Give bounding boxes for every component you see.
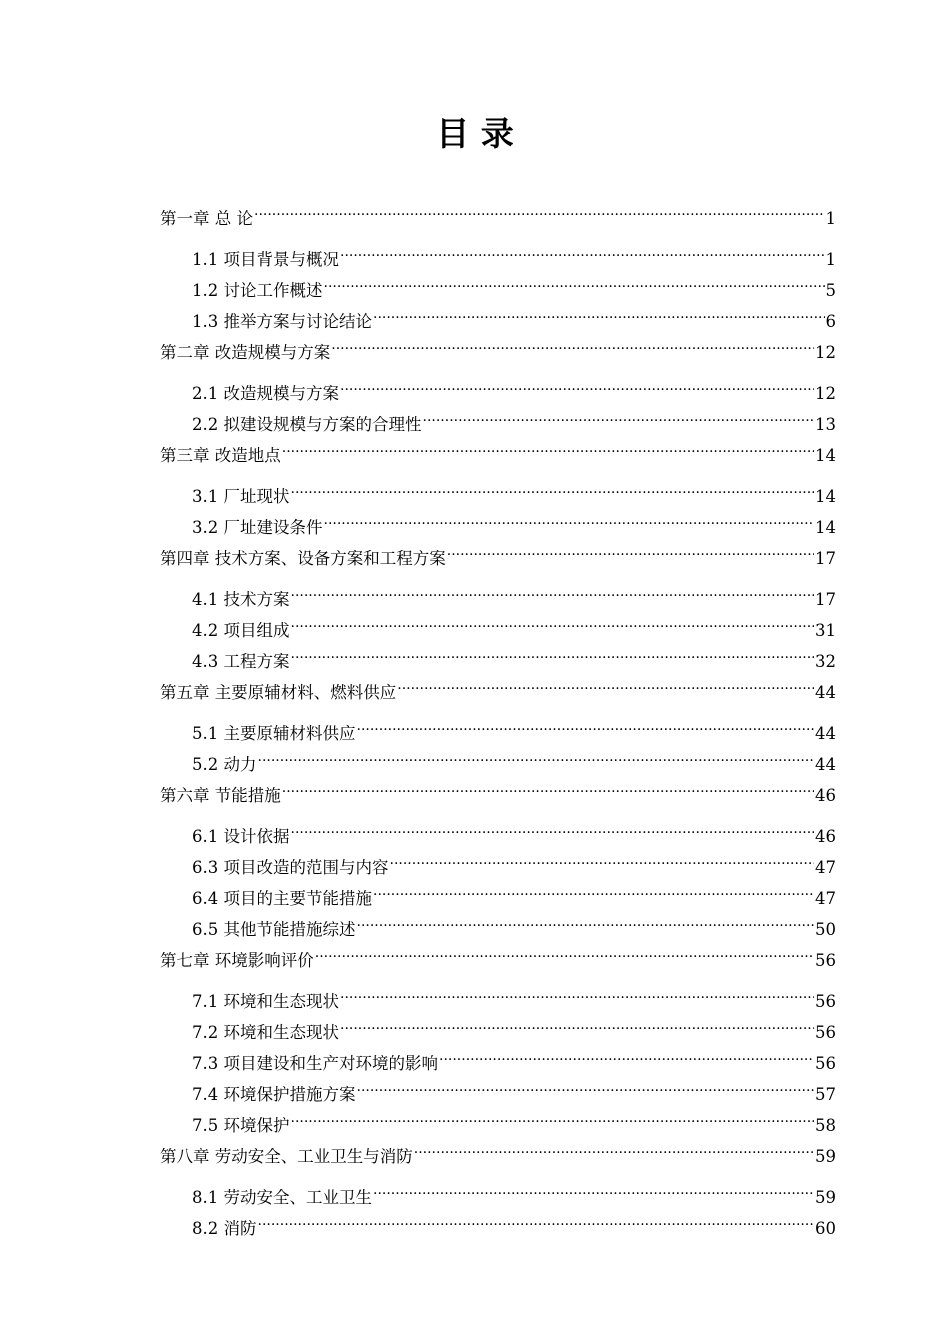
toc-dot-leader bbox=[254, 198, 825, 224]
toc-dot-leader bbox=[282, 435, 814, 461]
toc-dot-leader bbox=[373, 1177, 814, 1203]
toc-page-number: 46 bbox=[815, 786, 836, 805]
toc-section-entry[interactable] bbox=[160, 1012, 836, 1042]
toc-page-number: 50 bbox=[815, 920, 836, 939]
toc-dot-leader bbox=[397, 672, 814, 698]
toc-section-entry[interactable] bbox=[160, 816, 836, 846]
toc-chapter-entry[interactable] bbox=[160, 435, 836, 465]
toc-dot-leader bbox=[340, 373, 814, 399]
toc-page-number: 47 bbox=[815, 858, 836, 877]
toc-entry-label: 第五章 主要原辅材料、燃料供应 bbox=[160, 683, 397, 702]
toc-entry-label: 第六章 节能措施 bbox=[160, 786, 281, 805]
toc-dot-leader bbox=[324, 270, 825, 296]
toc-page-number: 14 bbox=[815, 518, 836, 537]
toc-dot-leader bbox=[373, 878, 814, 904]
toc-page-number: 59 bbox=[815, 1188, 836, 1207]
toc-page-number: 31 bbox=[815, 621, 836, 640]
toc-dot-leader bbox=[324, 507, 815, 533]
toc-chapter-entry[interactable] bbox=[160, 198, 836, 228]
toc-dot-leader bbox=[357, 909, 815, 935]
toc-section-entry[interactable] bbox=[160, 744, 836, 774]
toc-entry-label: 第二章 改造规模与方案 bbox=[160, 343, 331, 362]
toc-entry-label: 第七章 环境影响评价 bbox=[160, 951, 314, 970]
toc-chapter-entry[interactable] bbox=[160, 775, 836, 805]
toc-section-entry[interactable] bbox=[160, 476, 836, 506]
toc-page-number: 44 bbox=[815, 724, 836, 743]
toc-section-entry[interactable] bbox=[160, 878, 836, 908]
toc-section-entry[interactable] bbox=[160, 1105, 836, 1135]
toc-page-number: 13 bbox=[815, 415, 836, 434]
toc-entry-label: 6.5 其他节能措施综述 bbox=[192, 920, 356, 939]
toc-dot-leader bbox=[423, 404, 815, 430]
toc-dot-leader bbox=[357, 1074, 815, 1100]
toc-page-number: 1 bbox=[825, 250, 836, 269]
table-of-contents bbox=[160, 193, 836, 1238]
toc-section-entry[interactable] bbox=[160, 1208, 836, 1238]
toc-dot-leader bbox=[340, 981, 814, 1007]
toc-title: 目 录 bbox=[436, 114, 514, 153]
toc-chapter-entry[interactable] bbox=[160, 538, 836, 568]
toc-section-entry[interactable] bbox=[160, 1074, 836, 1104]
toc-entry-label: 7.5 环境保护 bbox=[192, 1116, 290, 1135]
toc-page-number: 44 bbox=[815, 683, 836, 702]
toc-page-number: 56 bbox=[815, 1023, 836, 1042]
toc-entry-label: 4.2 项目组成 bbox=[192, 621, 290, 640]
toc-page-number: 17 bbox=[815, 590, 836, 609]
toc-entry-label: 第八章 劳动安全、工业卫生与消防 bbox=[160, 1147, 413, 1166]
toc-section-entry[interactable] bbox=[160, 713, 836, 743]
toc-entry-label: 7.1 环境和生态现状 bbox=[192, 992, 339, 1011]
toc-entry-label: 1.3 推举方案与讨论结论 bbox=[192, 312, 372, 331]
toc-entry-label: 7.3 项目建设和生产对环境的影响 bbox=[192, 1054, 438, 1073]
toc-dot-leader bbox=[357, 713, 815, 739]
toc-entry-label: 5.2 动力 bbox=[192, 755, 257, 774]
toc-dot-leader bbox=[373, 301, 825, 327]
toc-entry-label: 6.1 设计依据 bbox=[192, 827, 290, 846]
toc-dot-leader bbox=[258, 1208, 815, 1234]
toc-entry-label: 6.4 项目的主要节能措施 bbox=[192, 889, 372, 908]
toc-entry-label: 6.3 项目改造的范围与内容 bbox=[192, 858, 389, 877]
toc-entry-label: 5.1 主要原辅材料供应 bbox=[192, 724, 356, 743]
toc-page-number: 46 bbox=[815, 827, 836, 846]
toc-dot-leader bbox=[258, 744, 815, 770]
toc-chapter-entry[interactable] bbox=[160, 1136, 836, 1166]
toc-dot-leader bbox=[291, 579, 815, 605]
toc-dot-leader bbox=[447, 538, 814, 564]
toc-dot-leader bbox=[291, 641, 815, 667]
toc-page-number: 60 bbox=[815, 1219, 836, 1238]
toc-dot-leader bbox=[315, 940, 814, 966]
toc-page-number: 6 bbox=[825, 312, 836, 331]
toc-entry-label: 1.2 讨论工作概述 bbox=[192, 281, 323, 300]
toc-entry-label: 2.2 拟建设规模与方案的合理性 bbox=[192, 415, 422, 434]
toc-page-number: 56 bbox=[815, 992, 836, 1011]
toc-section-entry[interactable] bbox=[160, 373, 836, 403]
toc-page-number: 56 bbox=[815, 951, 836, 970]
toc-dot-leader bbox=[340, 239, 825, 265]
toc-page-number: 57 bbox=[815, 1085, 836, 1104]
toc-entry-label: 7.2 环境和生态现状 bbox=[192, 1023, 339, 1042]
toc-section-entry[interactable] bbox=[160, 301, 836, 331]
toc-page-number: 14 bbox=[815, 487, 836, 506]
toc-section-entry[interactable] bbox=[160, 507, 836, 537]
toc-chapter-entry[interactable] bbox=[160, 672, 836, 702]
toc-section-entry[interactable] bbox=[160, 1043, 836, 1073]
toc-chapter-entry[interactable] bbox=[160, 332, 836, 362]
toc-section-entry[interactable] bbox=[160, 579, 836, 609]
toc-page-number: 1 bbox=[825, 209, 836, 228]
toc-section-entry[interactable] bbox=[160, 981, 836, 1011]
toc-page-number: 47 bbox=[815, 889, 836, 908]
toc-section-entry[interactable] bbox=[160, 239, 836, 269]
toc-entry-label: 8.2 消防 bbox=[192, 1219, 257, 1238]
toc-page-number: 17 bbox=[815, 549, 836, 568]
toc-page-number: 32 bbox=[815, 652, 836, 671]
toc-entry-label: 第一章 总 论 bbox=[160, 209, 253, 228]
toc-dot-leader bbox=[291, 816, 815, 842]
toc-chapter-entry[interactable] bbox=[160, 940, 836, 970]
toc-dot-leader bbox=[291, 610, 815, 636]
toc-dot-leader bbox=[414, 1136, 814, 1162]
toc-section-entry[interactable] bbox=[160, 270, 836, 300]
toc-page-number: 44 bbox=[815, 755, 836, 774]
toc-dot-leader bbox=[282, 775, 814, 801]
toc-entry-label: 第三章 改造地点 bbox=[160, 446, 281, 465]
toc-entry-label: 3.2 厂址建设条件 bbox=[192, 518, 323, 537]
toc-page-number: 12 bbox=[815, 343, 836, 362]
toc-dot-leader bbox=[291, 1105, 815, 1131]
toc-dot-leader bbox=[331, 332, 814, 358]
toc-page-number: 59 bbox=[815, 1147, 836, 1166]
toc-entry-label: 第四章 技术方案、设备方案和工程方案 bbox=[160, 549, 446, 568]
toc-entry-label: 1.1 项目背景与概况 bbox=[192, 250, 339, 269]
toc-section-entry[interactable] bbox=[160, 1177, 836, 1207]
toc-entry-label: 4.3 工程方案 bbox=[192, 652, 290, 671]
toc-entry-label: 7.4 环境保护措施方案 bbox=[192, 1085, 356, 1104]
toc-dot-leader bbox=[439, 1043, 814, 1069]
toc-page-number: 12 bbox=[815, 384, 836, 403]
toc-dot-leader bbox=[390, 847, 815, 873]
toc-section-entry[interactable] bbox=[160, 641, 836, 671]
toc-page-number: 14 bbox=[815, 446, 836, 465]
toc-page-number: 5 bbox=[825, 281, 836, 300]
toc-page-number: 56 bbox=[815, 1054, 836, 1073]
toc-section-entry[interactable] bbox=[160, 610, 836, 640]
toc-entry-label: 8.1 劳动安全、工业卫生 bbox=[192, 1188, 372, 1207]
toc-section-entry[interactable] bbox=[160, 847, 836, 877]
toc-entry-label: 4.1 技术方案 bbox=[192, 590, 290, 609]
toc-page-number: 58 bbox=[815, 1116, 836, 1135]
toc-section-entry[interactable] bbox=[160, 909, 836, 939]
toc-dot-leader bbox=[291, 476, 815, 502]
toc-section-entry[interactable] bbox=[160, 404, 836, 434]
toc-dot-leader bbox=[340, 1012, 814, 1038]
toc-entry-label: 3.1 厂址现状 bbox=[192, 487, 290, 506]
toc-entry-label: 2.1 改造规模与方案 bbox=[192, 384, 339, 403]
